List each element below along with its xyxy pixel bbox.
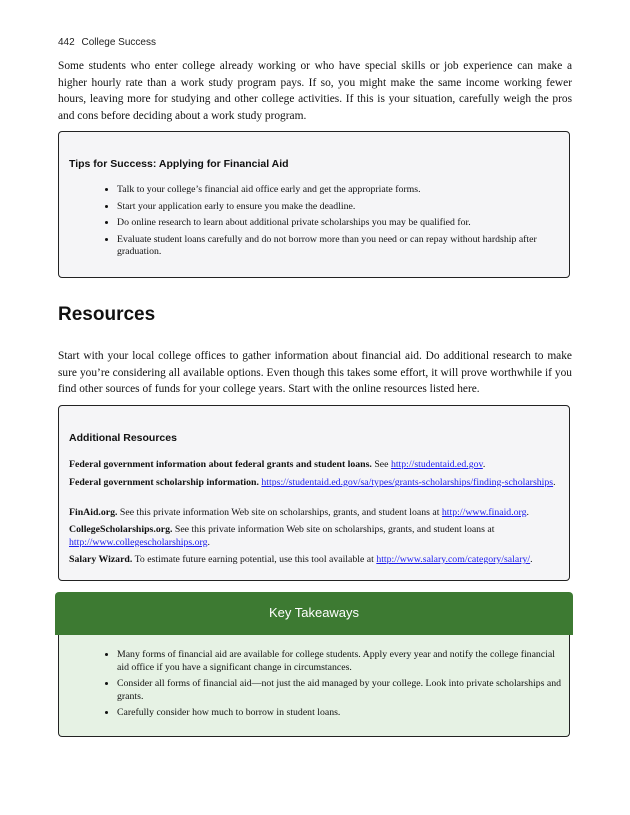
- key-takeaways-list: [105, 649, 567, 724]
- list-item: • Do online research to learn about additional private scholarships you may be qualified for.: [117, 217, 567, 230]
- resource-name: CollegeScholarships.org.: [69, 524, 173, 535]
- resource-entry: [69, 477, 557, 490]
- list-item: • Start your application early to ensure you make the deadline.: [117, 201, 567, 214]
- section-heading: Resources: [58, 304, 156, 325]
- list-item: • Evaluate student loans carefully and do not borrow more than you need or can repay without hardship after graduation.: [117, 234, 567, 259]
- resource-name: Federal government scholarship information.: [69, 477, 259, 488]
- resource-text: See this private information Web site on scholarships, grants, and student loans at: [117, 507, 442, 518]
- additional-resources-box: [58, 405, 570, 581]
- key-takeaways-header: [55, 592, 573, 635]
- resource-text: See: [371, 459, 391, 470]
- resource-punct: .: [207, 536, 210, 548]
- resource-punct: .: [482, 459, 486, 470]
- list-item: • Carefully consider how much to borrow in student loans.: [117, 707, 567, 720]
- key-takeaways-body: [58, 635, 570, 737]
- resource-link[interactable]: https://studentaid.ed.gov/sa/types/grants-scholarships/finding-scholarships: [261, 477, 554, 488]
- additional-resources-title: Additional Resources: [69, 432, 177, 444]
- resource-punct: .: [526, 507, 529, 518]
- list-item: • Many forms of financial aid are available for college students. Apply every year and notify the college financial aid office if you have a significant change in circumstances.: [117, 649, 567, 674]
- resource-entry: [69, 459, 557, 472]
- page-number: 442: [58, 37, 75, 48]
- resource-entry: [69, 554, 557, 567]
- resource-name: FinAid.org.: [69, 507, 118, 518]
- tips-list: [105, 184, 567, 263]
- resource-link[interactable]: http://www.finaid.org: [441, 507, 527, 518]
- resources-paragraph: Start with your local college offices to gather information about financial aid. Do additional research to make sure you’re considering all available options. Even though this takes some effort, it will prove worthwhile if you find other sources of funds for your college years. Start with the online resources listed here.: [58, 350, 572, 395]
- resource-link[interactable]: http://www.collegescholarships.org: [69, 536, 208, 548]
- list-item: • Talk to your college’s financial aid office early and get the appropriate forms.: [117, 184, 567, 197]
- resource-name: Salary Wizard.: [69, 554, 133, 565]
- resource-punct: .: [530, 554, 533, 565]
- resource-entry: [69, 524, 557, 549]
- key-takeaways-title: Key Takeaways: [268, 605, 360, 620]
- resource-text: See this private information Web site on scholarships, grants, and student loans at: [172, 524, 495, 535]
- tips-box: [58, 131, 570, 278]
- resource-entry: [69, 507, 557, 520]
- resource-punct: .: [553, 477, 556, 488]
- tips-box-title: Tips for Success: Applying for Financial Aid: [69, 158, 289, 170]
- book-title: College Success: [81, 37, 156, 48]
- resource-name: Federal government information about federal grants and student loans.: [69, 459, 372, 470]
- resource-link[interactable]: http://studentaid.ed.gov: [390, 459, 483, 470]
- resource-link[interactable]: http://www.salary.com/category/salary/: [376, 554, 531, 565]
- page-header: [58, 37, 156, 48]
- resource-text: To estimate future earning potential, use this tool available at: [132, 554, 377, 565]
- list-item: • Consider all forms of financial aid—not just the aid managed by your college. Look into private scholarships and grants.: [117, 678, 567, 703]
- intro-paragraph: Some students who enter college already working or who have special skills or job experience can make a higher hourly rate than a work study program pays. If so, you might make the same income working fewer hours, leaving more for studying and other college activities. If this is your situation, carefully weigh the pros and cons before deciding about a work study program.: [58, 60, 572, 122]
